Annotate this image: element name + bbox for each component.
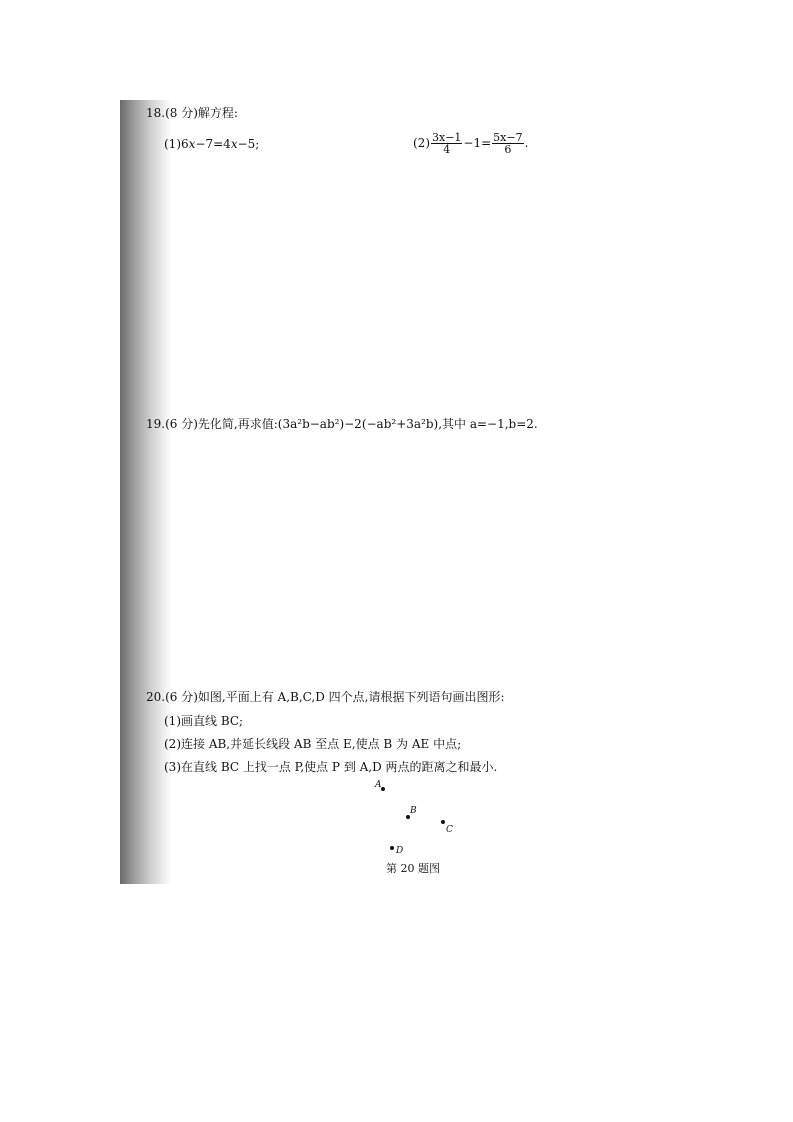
point-d: [390, 846, 394, 850]
question-20-item-1: (1)画直线 BC;: [164, 714, 244, 728]
question-18-part-1: (1)6x−7=4x−5;: [164, 137, 260, 151]
question-score: (6 分): [165, 417, 198, 431]
question-score: (6 分): [165, 690, 198, 704]
question-20-item-3: (3)在直线 BC 上找一点 P,使点 P 到 A,D 两点的距离之和最小.: [164, 760, 498, 774]
question-prompt: 解方程:: [197, 106, 238, 120]
question-19: [146, 417, 538, 431]
question-prompt: 如图,平面上有 A,B,C,D 四个点,请根据下列语句画出图形:: [197, 690, 505, 704]
question-score: (8 分): [165, 106, 198, 120]
question-18-heading: [146, 106, 238, 120]
question-18-part-2: (2) $\frac{3x-1}{4}$ −1= $\frac{5x-7}{6}$ .: [413, 131, 529, 156]
point-label-a: A: [375, 780, 382, 790]
point-label-c: C: [446, 825, 453, 835]
fraction-right: $\frac{5x-7}{6}$: [493, 131, 523, 156]
question-number: 18.: [146, 106, 166, 120]
point-label-d: D: [396, 846, 404, 856]
question-number: 20.: [146, 690, 166, 704]
point-a: [381, 787, 385, 791]
question-expression: (3a²b−ab²)−2(−ab²+3a²b),其中 a=−1,b=2.: [277, 417, 538, 431]
point-label-b: B: [410, 806, 417, 816]
figure-caption: 第 20 题图: [386, 862, 440, 875]
question-number: 19.: [146, 417, 166, 431]
question-prompt: 先化简,再求值:: [197, 417, 278, 431]
point-b: [406, 815, 410, 819]
question-20-item-2: (2)连接 AB,并延长线段 AB 至点 E,使点 B 为 AE 中点;: [164, 737, 462, 751]
question-20-heading: [146, 690, 505, 704]
point-c: [441, 820, 445, 824]
fraction-left: $\frac{3x-1}{4}$: [432, 131, 462, 156]
